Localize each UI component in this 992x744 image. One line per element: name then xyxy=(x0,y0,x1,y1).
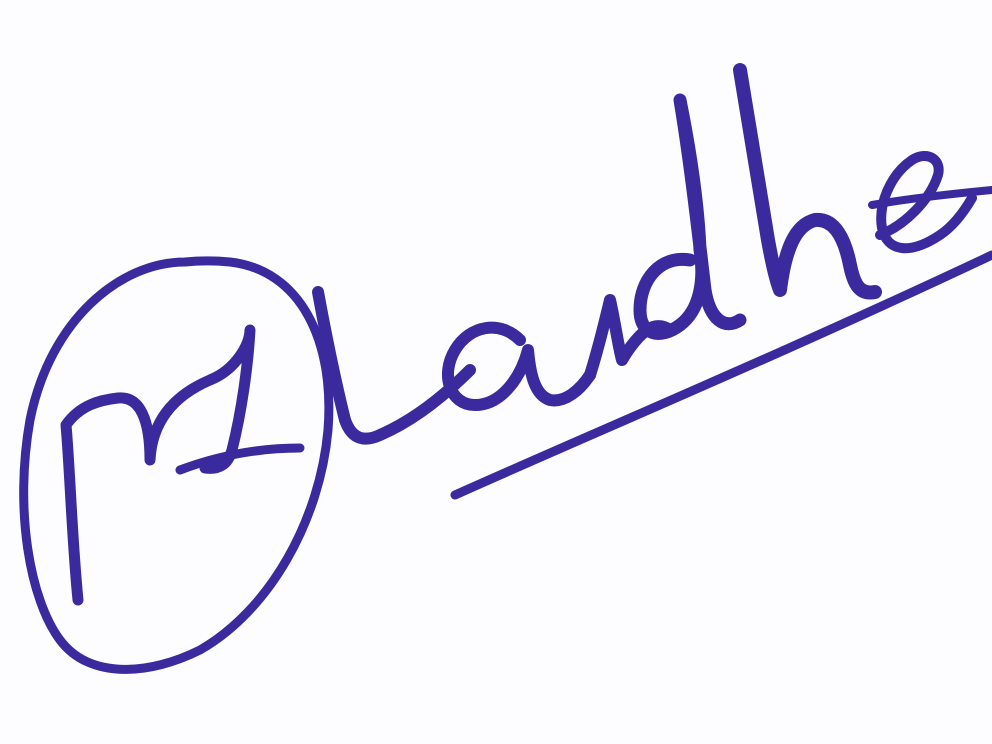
signature-letter-m xyxy=(66,330,250,600)
signature-ink xyxy=(24,70,992,669)
signature-letter-cross xyxy=(180,448,300,470)
signature-letter-h xyxy=(740,70,875,293)
signature-letter-d xyxy=(640,100,740,333)
